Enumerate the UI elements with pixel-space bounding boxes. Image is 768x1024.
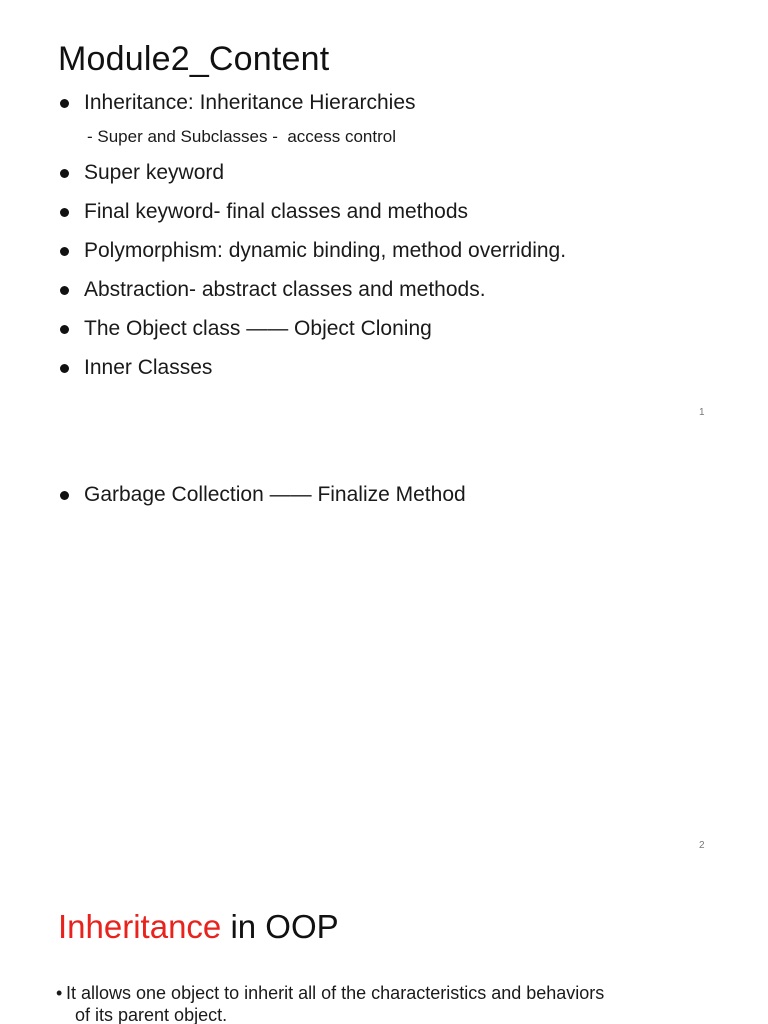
bullet-icon [60,286,69,295]
list-item [58,483,466,507]
list-item [58,91,416,115]
bullet-icon [60,247,69,256]
bullet-icon [60,99,69,108]
list-item-text-line2: of its parent object. [75,1005,228,1024]
list-item-text-line1: It allows one object to inherit all of the characteristics and behaviors [66,983,605,1003]
list-item [58,356,212,380]
bullet-icon [60,169,69,178]
slide-title: Module2_Content [58,40,330,78]
list-item-text: Super keyword [84,161,225,184]
bullet-icon [60,325,69,334]
list-item [58,161,224,185]
page-number: 2 [699,840,705,851]
list-item [58,239,566,263]
list-item [56,982,736,1024]
list-item [58,317,432,341]
bullet-icon [60,208,69,217]
list-item-text: The Object class —— Object Cloning [84,317,432,340]
heading-accent-text: Inheritance [58,908,222,945]
list-item-text: Abstraction- abstract classes and methods. [84,278,486,301]
bullet-icon: • [56,983,63,1003]
page-number: 1 [699,407,705,418]
list-item [58,200,468,224]
bullet-icon [60,491,69,500]
list-item-text: Garbage Collection —— Finalize Method [84,483,466,506]
list-item-text: Inner Classes [84,356,213,379]
sub-list-item: - Super and Subclasses - access control [87,127,396,146]
list-item-text: Final keyword- final classes and methods [84,200,469,223]
section-heading [58,908,339,946]
list-item-text: Inheritance: Inheritance Hierarchies [84,91,416,114]
heading-text: in OOP [221,908,339,945]
list-item [58,278,486,302]
bullet-icon [60,364,69,373]
list-item-text: Polymorphism: dynamic binding, method overriding. [84,239,567,262]
